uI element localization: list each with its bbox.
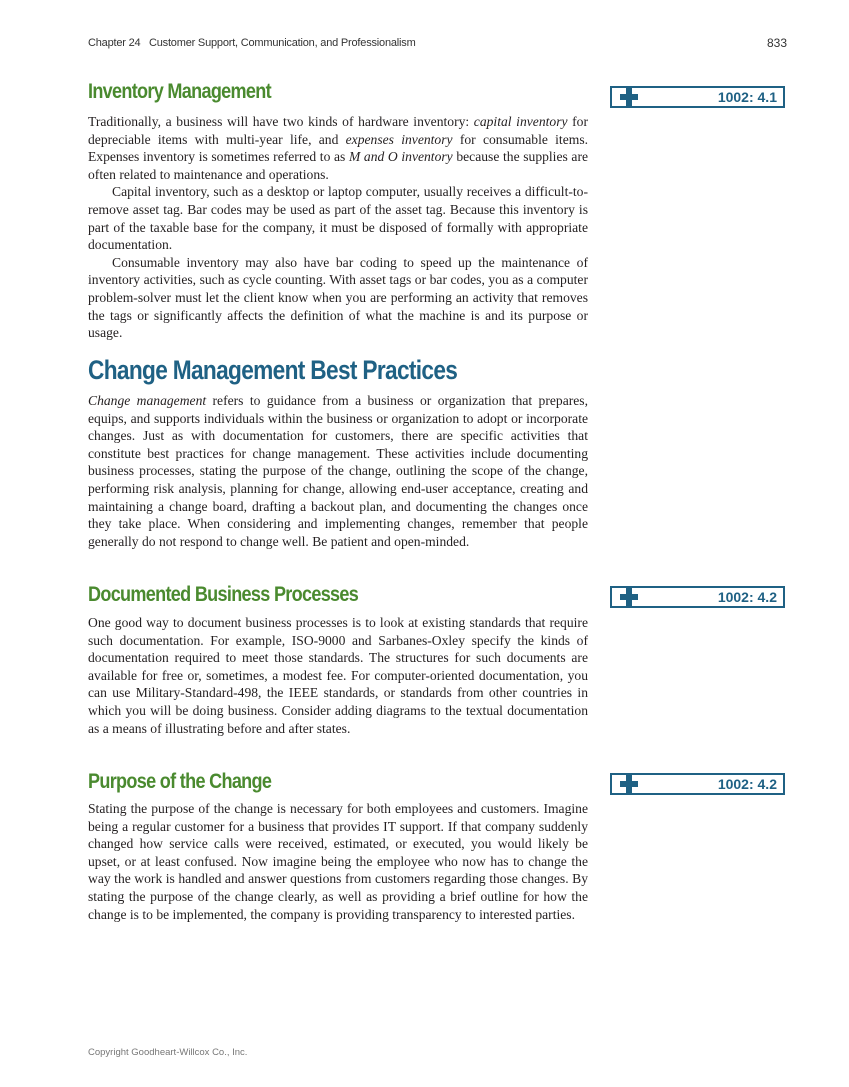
heading-documented-business-processes: Documented Business Processes xyxy=(88,583,359,606)
paragraph: Consumable inventory may also have bar coding to speed up the maintenance of inventory activities, such as cycle counting. With asset tags or bar codes, you as a computer problem-solver must let the client know when you are performing an activity that removes the tags or significantly affects the definition of what the machine is and its purpose or usage. xyxy=(88,254,588,341)
copyright-footer: Copyright Goodheart-Willcox Co., Inc. xyxy=(88,1047,248,1058)
inventory-body xyxy=(88,113,588,342)
objective-label: 1002: 4.2 xyxy=(717,589,777,605)
plus-icon xyxy=(620,588,638,606)
objective-badge xyxy=(610,773,785,795)
paragraph: Stating the purpose of the change is necessary for both employees and customers. Imagine being a regular customer for a business that provides IT support. If that company suddenly changed how service calls were received, estimated, or executed, you would likely be upset, or at least confused. Now imagine being the employee who now has to change the way the work is handled and answer questions from customers regarding those changes. By stating the purpose of the change clearly, as well as providing a brief outline for how the change is to be implemented, the company is providing transparency to interested parties. xyxy=(88,801,588,922)
objective-label: 1002: 4.2 xyxy=(717,776,777,792)
page-number: 833 xyxy=(766,36,787,50)
paragraph: Change management refers to guidance from a business or organization that prepares, equips, and supports individuals within the business or organization to adopt or incorporate changes. Just as with documentation for customers, there are specific activities that constitute best practices for change management. These activities include documenting business processes, stating the purpose of the change, outlining the scope of the change, performing risk analysis, planning for change, allowing end-user acceptance, creating and maintaining a change board, drafting a backout plan, and documenting the changes once they take place. When considering and implementing changes, remember that people generally do not respond to change well. Be patient and open-minded. xyxy=(88,393,588,549)
plus-icon xyxy=(620,775,638,793)
objective-label: 1002: 4.1 xyxy=(717,89,777,105)
running-head: Chapter 24 Customer Support, Communication, and Professionalism xyxy=(88,37,416,49)
purpose-body xyxy=(88,800,588,923)
paragraph: Capital inventory, such as a desktop or laptop computer, usually receives a difficult-to-remove asset tag. Bar codes may be used as part of the asset tag. Because this inventory is part of the taxable base for the company, it must be disposed of formally with appropriate documentation. xyxy=(88,184,588,253)
plus-icon xyxy=(620,88,638,106)
objective-badge xyxy=(610,86,785,108)
heading-purpose-of-change: Purpose of the Change xyxy=(88,770,272,793)
paragraph: One good way to document business processes is to look at existing standards that require such documentation. For example, ISO-9000 and Sarbanes-Oxley specify the kinds of documentation required to meet those standards. The structures for such documents are available for free or, sometimes, a modest fee. For computer-oriented documentation, you can use Military-Standard-498, the IEEE standards, or standards from other countries in which you will be doing business. Consider adding diagrams to the textual documentation as a means of illustrating before and after states. xyxy=(88,615,588,736)
heading-change-management: Change Management Best Practices xyxy=(88,355,458,385)
documented-processes-body xyxy=(88,614,588,737)
objective-badge xyxy=(610,586,785,608)
heading-inventory-management: Inventory Management xyxy=(88,80,271,103)
paragraph: Traditionally, a business will have two kinds of hardware inventory: capital inventory for depreciable items with multi-year life, and expenses inventory for consumable items. Expenses inventory is sometimes referred to as M and O inventory because the supplies are often related to maintenance and operations. xyxy=(88,114,589,182)
change-management-body xyxy=(88,392,588,550)
